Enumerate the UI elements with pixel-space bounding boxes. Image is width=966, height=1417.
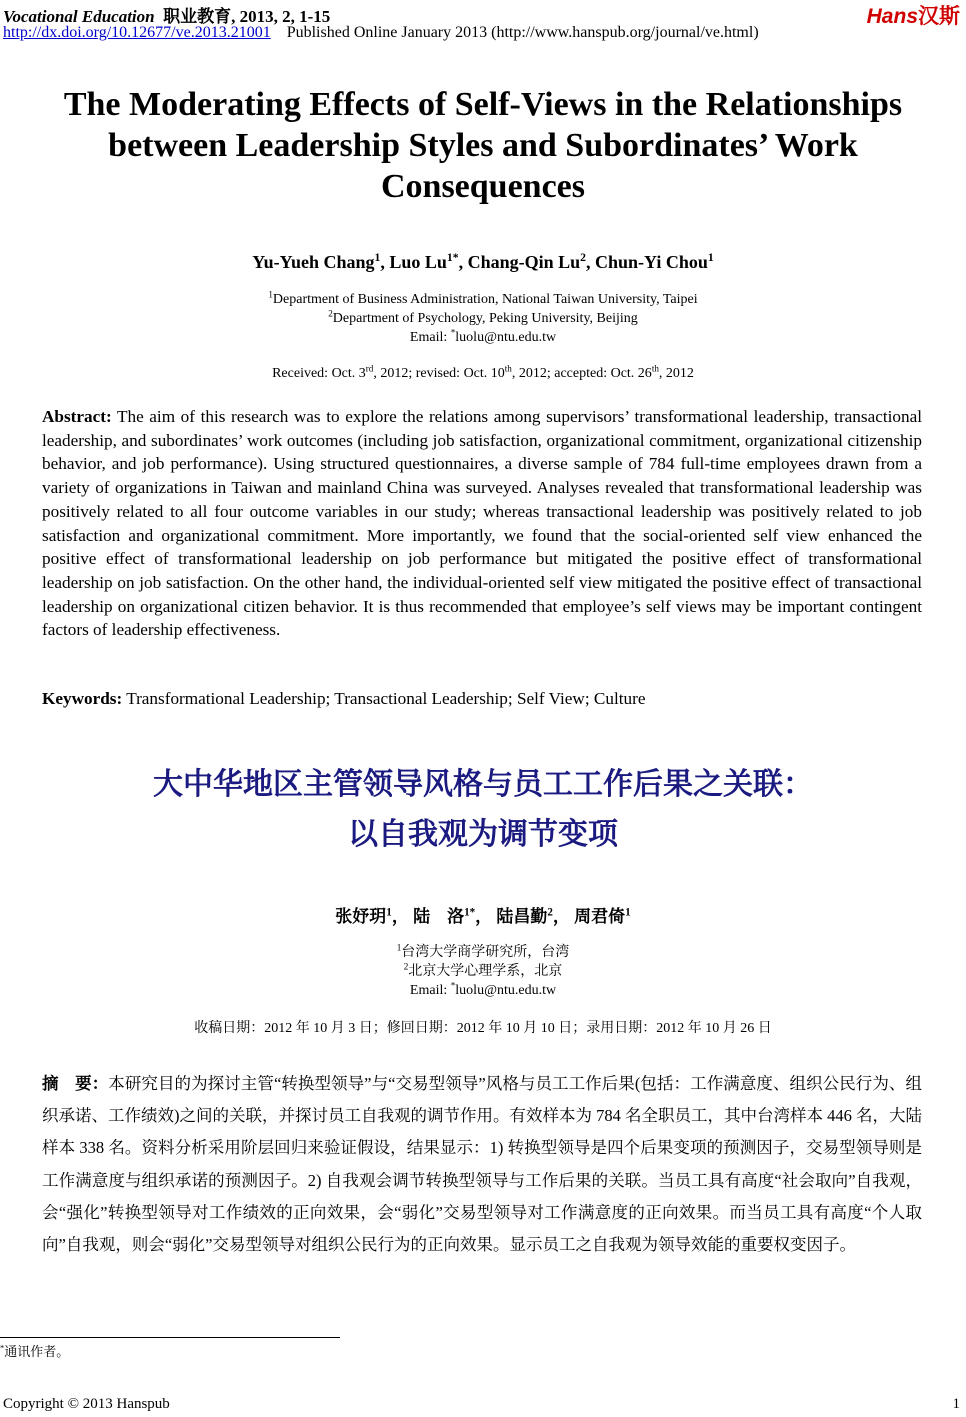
cn-abstract-text: 本研究目的为探讨主管“转换型领导”与“交易型领导”风格与员工工作后果(包括：工作满意度、组织公民行为、组织承诺、工作绩效)之间的关联，并探讨员工自我观的调节作用。有效样本为 784 名全职员工，其中台湾样本 446 名，大陆样本 338 名。资料分析采用阶层回归来验证假设，结果显示：1) 转换型领导是四个后果变项的预测因子，交易型领导则是工作满意度与组织承诺的预测因子。2) 自我观会调节转换型领导与工作后果的关联。当员工具有高度“社会取向”自我观，会“强化”转换型领导对工作绩效的正向效果，会“弱化”交易型领导对工作满意度的正向效果。而当员工具有高度“个人取向”自我观，则会“弱化”交易型领导对组织公民行为的正向效果。显示员工之自我观为领导效能的重要权变因子。 [42, 1074, 923, 1255]
author: Chun-Yi Chou [594, 252, 708, 272]
cn-author: 张妤玥 [335, 907, 387, 926]
abstract-text: The aim of this research was to explore the relations among supervisors’ transformational leadership, transactional leadership, and subordinates’ work outcomes (including job satisfaction, organizational commitment, organizational citizenship behavior, and job performance). Using structured questionnaires, a diverse sample of 784 full-time employees drawn from a variety of organizations in Taiwan and mainland China was surveyed. Analyses revealed that transformational leadership was positively related to all four outcome variables in our study; whereas transactional leadership was positively related to job satisfaction and organizational commitment. More importantly, we found that the social-oriented self view enhanced the positive effect of transformational leadership on job performance but mitigated the positive effect of transformational leadership on job satisfaction. On the other hand, the individual-oriented self view mitigated the positive effect of transactional leadership on organizational citizen behavior. It is thus recommended that employee’s self views may be important contingent factors of leadership effectiveness. [42, 407, 922, 640]
cn-abstract [42, 1068, 922, 1261]
paper-title: The Moderating Effects of Self-Views in the Relationships between Leadership Styles and Subordinates’ Work Consequences [63, 86, 903, 205]
published-online: Published Online January 2013 (http://www.hanspub.org/journal/ve.html) [286, 24, 759, 41]
email [0, 328, 966, 347]
aff-sup: 2 [328, 308, 333, 319]
author: Luo Lu [389, 252, 447, 272]
author-sup: 1* [464, 906, 476, 919]
page-number: 1 [952, 1396, 960, 1412]
affiliation [0, 309, 966, 328]
author-list: Yu-Yueh Chang$^1$, Luo $Lu^{1*}$, Chang-Qin Lu$^2$, Chun-Yi Chou$^1$ [252, 251, 714, 272]
aff-sup: 1 [396, 942, 402, 953]
author-sup: 2 [547, 906, 553, 919]
aff-text: 台湾大学商学研究所，台湾 [401, 945, 570, 960]
received: Received: Oct. 3 [272, 366, 366, 381]
author-sup: 1 [386, 906, 392, 919]
cn-affiliations [0, 943, 966, 1000]
cn-author-list: 张妤玥$^1$， 陆 洛$^{1*}$， 陆昌勤$^2$， 周君倚$^1$ [335, 906, 631, 926]
cn-affiliation [0, 962, 966, 981]
aff-text: 北京大学心理学系，北京 [408, 964, 563, 979]
cn-author: 周君倚 [574, 907, 626, 926]
author-sup: 1* [446, 251, 459, 264]
affiliations [0, 290, 966, 347]
author-sup: 1 [707, 251, 714, 264]
aff-sup: 2 [403, 961, 409, 972]
logo-cn: 汉斯 [918, 5, 960, 28]
hans-logo [867, 0, 960, 30]
keywords [42, 689, 645, 709]
email-sup: * [450, 980, 456, 991]
doi-link[interactable]: http://dx.doi.org/10.12677/ve.2013.21001 [3, 24, 271, 41]
sup: th [504, 363, 512, 374]
aff-sup: 1 [268, 289, 273, 300]
footnote [0, 1341, 69, 1360]
author-sup: 1 [374, 251, 381, 264]
email-label: Email: [409, 330, 451, 345]
footnote-sup: * [0, 1342, 5, 1353]
cn-author: 陆 洛 [413, 907, 465, 926]
email-sup: * [450, 327, 456, 338]
cn-affiliation [0, 943, 966, 962]
cn-received-dates: 收稿日期：2012 年 10 月 3 日；修回日期：2012 年 10 月 10 日；录用日期：2012 年 10 月 26 日 [194, 1021, 772, 1036]
cn-title-line: 以自我观为调节变项 [348, 817, 618, 852]
keywords-label: Keywords: [42, 689, 123, 708]
author: Chang-Qin Lu [467, 252, 581, 272]
journal-issue: 职业教育, 2013, 2, 1-15 [163, 7, 331, 26]
accepted: , 2012; accepted: Oct. 26 [511, 366, 652, 381]
author: Yu-Yueh Chang [252, 252, 375, 272]
email-address[interactable]: luolu@ntu.edu.tw [455, 330, 557, 345]
cn-author: 陆昌勤 [496, 907, 548, 926]
cn-email [0, 981, 966, 1000]
doi-line [3, 24, 759, 42]
sup: rd [365, 363, 374, 374]
journal-name: Vocational Education [3, 7, 155, 26]
footnote-divider [0, 1337, 340, 1338]
received-dates [0, 364, 966, 383]
year: , 2012 [658, 366, 694, 381]
footnote-text: 通讯作者。 [4, 1344, 70, 1359]
cn-title-line: 大中华地区主管领导风格与员工工作后果之关联： [153, 767, 813, 802]
sup: th [651, 363, 659, 374]
copyright: Copyright © 2013 Hanspub [3, 1396, 170, 1412]
email-address[interactable]: luolu@ntu.edu.tw [455, 983, 557, 998]
aff-text: Department of Business Administration, National Taiwan University, Taipei [272, 292, 698, 307]
cn-title [0, 760, 966, 860]
keywords-text: Transformational Leadership; Transactional Leadership; Self View; Culture [122, 689, 646, 708]
cn-abstract-label: 摘 要： [42, 1074, 109, 1093]
revised: , 2012; revised: Oct. 10 [373, 366, 505, 381]
logo-en: Hans [866, 5, 918, 28]
author-sup: 1 [625, 906, 631, 919]
author-sup: 2 [580, 251, 586, 264]
affiliation [0, 290, 966, 309]
email-label: Email: [409, 983, 451, 998]
abstract [42, 405, 922, 642]
aff-text: Department of Psychology, Peking University, Beijing [332, 311, 638, 326]
abstract-label: Abstract: [42, 407, 112, 426]
